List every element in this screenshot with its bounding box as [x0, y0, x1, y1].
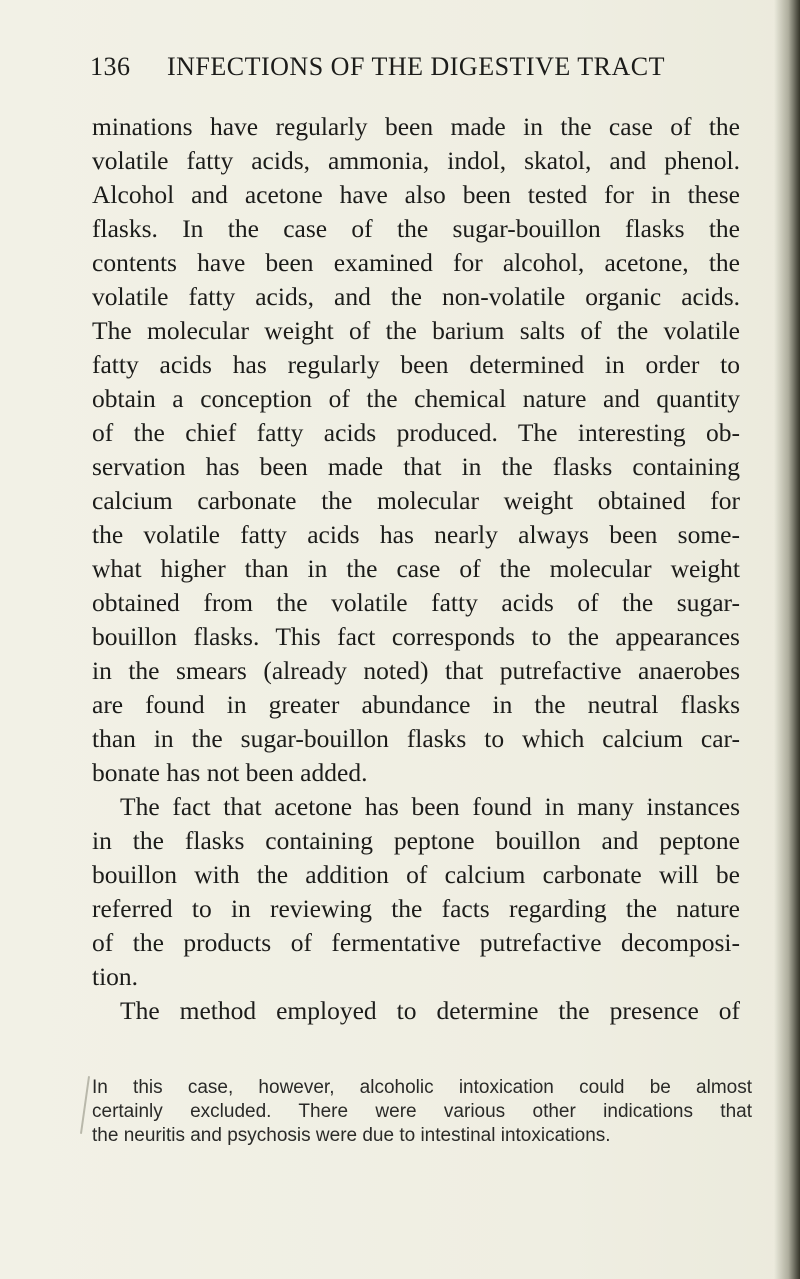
body-line: in the flasks containing peptone bouillon and peptone — [92, 826, 740, 855]
body-line: referred to in reviewing the facts regarding the nature — [92, 894, 740, 923]
body-line: than in the sugar-bouillon flasks to which calcium car- — [92, 724, 740, 753]
body-line: of the chief fatty acids produced. The interesting ob- — [92, 418, 740, 447]
body-line: servation has been made that in the flasks containing — [92, 452, 740, 481]
footnote — [92, 1076, 752, 1148]
body-line: contents have been examined for alcohol, acetone, the — [92, 248, 740, 277]
body-line: tion. — [92, 962, 139, 991]
body-line: flasks. In the case of the sugar-bouillon flasks the — [92, 214, 740, 243]
body-line: The fact that acetone has been found in many instances — [120, 792, 740, 821]
footnote-line: the neuritis and psychosis were due to intestinal intoxications. — [92, 1125, 611, 1146]
body-line: minations have regularly been made in the case of the — [92, 112, 740, 141]
running-title: INFECTIONS OF THE DIGESTIVE TRACT — [167, 52, 665, 81]
body-line: of the products of fermentative putrefactive decomposi- — [92, 928, 740, 957]
footnote-line: In this case, however, alcoholic intoxication could be almost — [92, 1077, 752, 1098]
body-text — [92, 110, 740, 1028]
body-line: bouillon with the addition of calcium carbonate will be — [92, 860, 740, 889]
body-line: bouillon flasks. This fact corresponds to the appearances — [92, 622, 740, 651]
running-header — [90, 52, 750, 82]
body-line: obtained from the volatile fatty acids of the sugar- — [92, 588, 740, 617]
body-line: what higher than in the case of the molecular weight — [92, 554, 740, 583]
body-line: obtain a conception of the chemical nature and quantity — [92, 384, 740, 413]
body-line: calcium carbonate the molecular weight obtained for — [92, 486, 740, 515]
body-line: bonate has not been added. — [92, 758, 368, 787]
page-edge-shadow — [774, 0, 800, 1279]
body-line: fatty acids has regularly been determined in order to — [92, 350, 740, 379]
margin-pencil-mark — [80, 1076, 90, 1134]
body-line: The molecular weight of the barium salts of the volatile — [92, 316, 740, 345]
body-line: volatile fatty acids, and the non-volatile organic acids. — [92, 282, 740, 311]
footnote-line: certainly excluded. There were various other indications that — [92, 1101, 752, 1122]
body-line: Alcohol and acetone have also been tested for in these — [92, 180, 740, 209]
body-line: in the smears (already noted) that putrefactive anaerobes — [92, 656, 740, 685]
body-line: are found in greater abundance in the neutral flasks — [92, 690, 740, 719]
page-number: 136 — [90, 52, 131, 81]
body-line: the volatile fatty acids has nearly always been some- — [92, 520, 740, 549]
body-line: volatile fatty acids, ammonia, indol, skatol, and phenol. — [92, 146, 740, 175]
body-line: The method employed to determine the presence of — [120, 996, 740, 1025]
